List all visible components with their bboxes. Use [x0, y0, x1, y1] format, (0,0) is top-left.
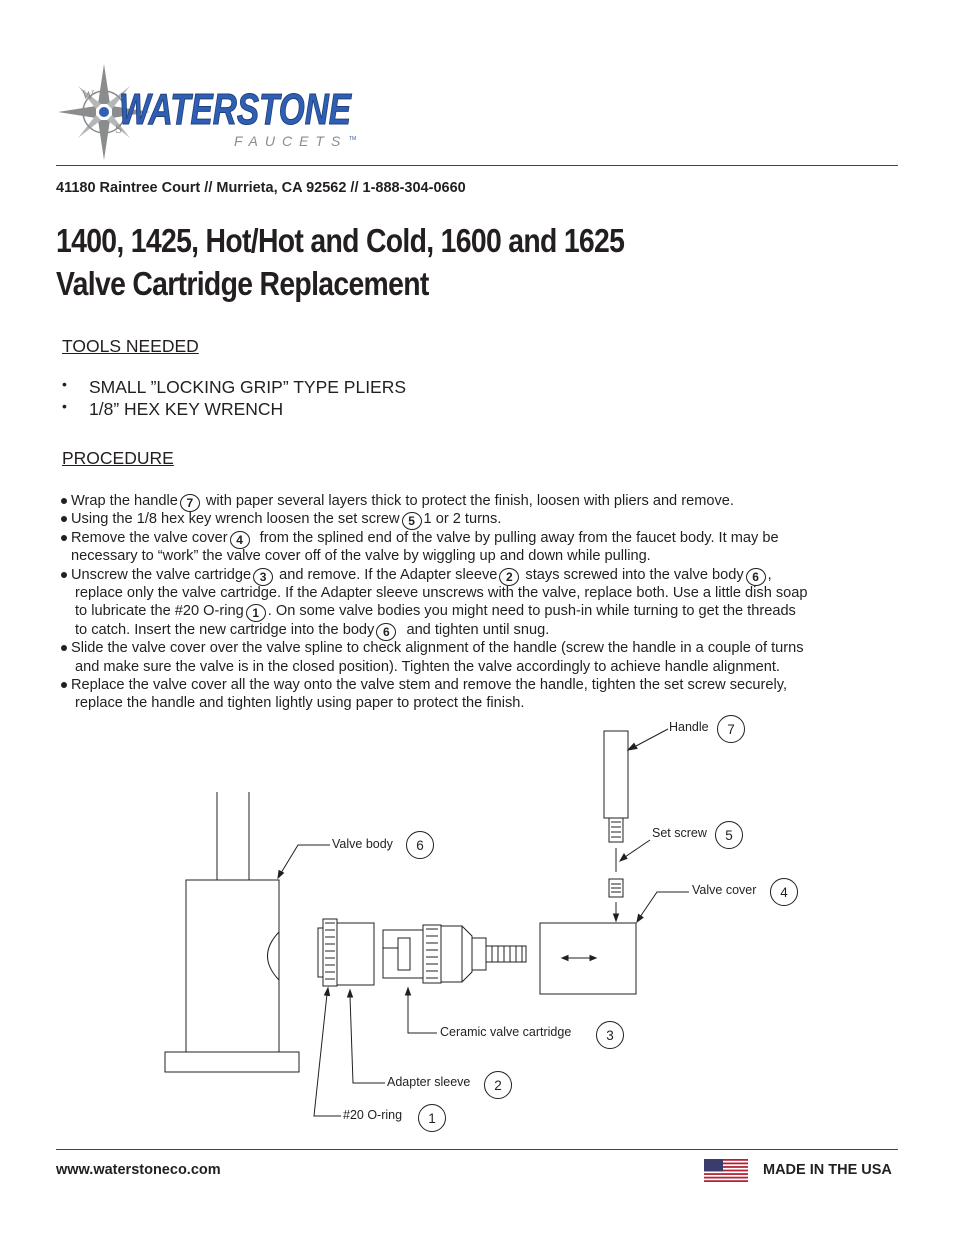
part-number-badge: 2	[499, 568, 519, 586]
part-number-badge: 6	[376, 623, 396, 641]
part-number-badge: 1	[246, 604, 266, 622]
handle-part	[604, 731, 628, 842]
tool-item: • 1/8” HEX KEY WRENCH	[62, 398, 284, 419]
company-address: 41180 Raintree Court // Murrieta, CA 92562 // 1-888-304-0660	[56, 180, 466, 196]
callout-number-adapter-sleeve: 2	[484, 1071, 512, 1099]
bullet-icon	[61, 516, 67, 522]
procedure-text: Wrap the handle	[71, 493, 178, 509]
tool-item: • SMALL ”LOCKING GRIP” TYPE PLIERS	[62, 376, 407, 397]
tools-heading: TOOLS NEEDED	[62, 336, 199, 356]
procedure-line	[71, 547, 651, 565]
procedure-text: necessary to “work” the valve cover off of the valve by wiggling up and down while pulling.	[71, 548, 651, 565]
procedure-text: and tighten until snug.	[398, 621, 550, 638]
procedure-line	[61, 492, 734, 512]
page-title-line-2: Valve Cartridge Replacement	[56, 265, 429, 302]
callout-label-ceramic-cartridge: Ceramic valve cartridge	[440, 1025, 572, 1039]
callout-label-valve-body: Valve body	[332, 837, 393, 851]
adapter-sleeve-part	[318, 919, 374, 986]
ceramic-valve-cartridge-part	[383, 925, 526, 983]
compass-letter-s: S	[115, 121, 123, 136]
procedure-line	[61, 529, 779, 549]
bullet-icon	[61, 682, 67, 688]
waterstone-logo	[56, 62, 366, 162]
procedure-text: Replace the valve cover all the way onto the valve stem and remove the handle, tighten the set screw securely,	[71, 677, 788, 693]
callout-number-set-screw: 5	[715, 821, 743, 849]
procedure-text: from the splined end of the valve by pulling away from the faucet body. It may be	[251, 529, 779, 546]
bullet-icon	[61, 498, 67, 504]
procedure-text: 1 or 2 turns.	[423, 511, 502, 528]
procedure-line	[61, 510, 501, 530]
procedure-text: to lubricate the #20 O-ring	[75, 603, 244, 620]
part-number-badge: 5	[402, 512, 422, 530]
procedure-heading: PROCEDURE	[62, 448, 174, 468]
procedure-text: to catch. Insert the new cartridge into the body	[75, 621, 375, 638]
trademark: TM	[349, 136, 357, 142]
procedure-text: and make sure the valve is in the closed position). Tighten the valve accordingly to achieve handle alignment.	[75, 658, 780, 675]
procedure-text: with paper several layers thick to protect the finish, loosen with pliers and remove.	[201, 493, 734, 509]
callout-number-handle: 7	[717, 715, 745, 743]
callout-number-ceramic-cartridge: 3	[596, 1021, 624, 1049]
callout-label-adapter-sleeve: Adapter sleeve	[387, 1075, 471, 1089]
part-number-badge: 7	[180, 494, 200, 512]
made-in-usa: MADE IN THE USA	[763, 1162, 892, 1178]
procedure-text: ,	[767, 566, 772, 583]
procedure-text: Remove the valve cover	[71, 529, 228, 546]
procedure-line	[61, 676, 787, 694]
procedure-text: Unscrew the valve cartridge	[71, 566, 252, 583]
brand-tagline: FAUCETS	[234, 133, 348, 149]
valve-body-part	[165, 792, 299, 1072]
part-number-badge: 3	[253, 568, 273, 586]
valve-cover-part	[540, 923, 636, 994]
callout-label-valve-cover: Valve cover	[692, 883, 757, 897]
header-rule	[56, 165, 898, 166]
procedure-text: stays screwed into the valve body	[521, 566, 744, 583]
callout-number-valve-cover: 4	[770, 878, 798, 906]
procedure-line	[61, 566, 772, 586]
callout-label-set-screw: Set screw	[652, 826, 707, 840]
procedure-text: and remove. If the Adapter sleeve	[275, 566, 498, 583]
procedure-text: Using the 1/8 hex key wrench loosen the set screw	[71, 511, 400, 528]
brand-name: WATERSTONE	[119, 85, 353, 134]
procedure-line	[75, 658, 780, 676]
exploded-valve-diagram	[0, 700, 954, 1140]
bullet-icon	[61, 535, 67, 541]
procedure-line	[61, 639, 804, 657]
bullet-icon	[61, 572, 67, 578]
compass-letter-w: W	[82, 87, 95, 102]
page-title-line-1: 1400, 1425, Hot/Hot and Cold, 1600 and 1625	[56, 222, 625, 259]
callout-number-o-ring: 1	[418, 1104, 446, 1132]
procedure-text: . On some valve bodies you might need to push-in while turning to get the threads	[267, 603, 796, 620]
procedure-text: replace the handle and tighten lightly using paper to protect the finish.	[75, 695, 525, 712]
procedure-text: Slide the valve cover over the valve spline to check alignment of the handle (screw the handle in a couple of turns	[71, 640, 804, 657]
part-number-badge: 6	[746, 568, 766, 586]
bullet-icon	[61, 645, 67, 651]
procedure-line	[75, 621, 549, 641]
callout-label-handle: Handle	[669, 720, 709, 734]
footer-rule	[56, 1149, 898, 1150]
procedure-line	[75, 602, 796, 622]
part-number-badge: 4	[230, 531, 250, 549]
callout-number-valve-body: 6	[406, 831, 434, 859]
us-flag-icon	[704, 1159, 748, 1182]
procedure-line	[75, 584, 808, 602]
procedure-text: replace only the valve cartridge. If the Adapter sleeve unscrews with the valve, replace both. Use a little dish soap	[75, 585, 808, 601]
callout-label-o-ring: #20 O-ring	[343, 1108, 403, 1122]
footer-website[interactable]: www.waterstoneco.com	[56, 1162, 221, 1178]
